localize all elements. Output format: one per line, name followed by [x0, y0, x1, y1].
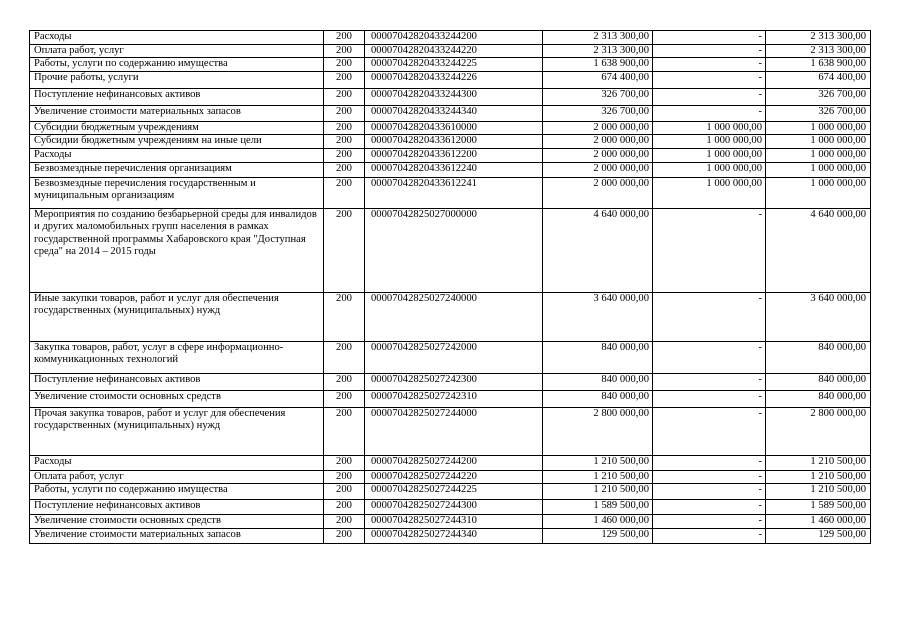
row-amount-cell: 2 800 000,00 [543, 407, 653, 455]
table-row [30, 528, 871, 543]
row-kbk-cell: 00007042825027240000 [365, 292, 543, 341]
row-code-cell: 200 [324, 121, 365, 135]
row-executed-cell: - [653, 407, 766, 455]
row-remainder-cell: 840 000,00 [766, 373, 871, 390]
row-name-cell: Прочая закупка товаров, работ и услуг для обеспечения государственных (муниципальных) нужд [30, 407, 324, 455]
table-row [30, 484, 871, 500]
row-amount-cell: 1 210 500,00 [543, 484, 653, 500]
table-row [30, 162, 871, 177]
row-name-cell: Увеличение стоимости основных средств [30, 515, 324, 529]
table-row [30, 515, 871, 529]
table-row [30, 105, 871, 121]
row-code-cell: 200 [324, 528, 365, 543]
table-row [30, 88, 871, 105]
row-name-cell: Расходы [30, 31, 324, 45]
row-executed-cell: - [653, 500, 766, 515]
row-code-cell: 200 [324, 390, 365, 407]
row-kbk-cell: 00007042820433244225 [365, 58, 543, 72]
row-code-cell: 200 [324, 407, 365, 455]
row-remainder-cell: 1 638 900,00 [766, 58, 871, 72]
row-remainder-cell: 840 000,00 [766, 390, 871, 407]
row-code-cell: 200 [324, 455, 365, 470]
table-row [30, 71, 871, 88]
row-code-cell: 200 [324, 484, 365, 500]
row-executed-cell: - [653, 515, 766, 529]
row-amount-cell: 2 000 000,00 [543, 135, 653, 149]
table-row [30, 390, 871, 407]
row-executed-cell: - [653, 58, 766, 72]
row-name-cell: Оплата работ, услуг [30, 44, 324, 58]
row-remainder-cell: 2 313 300,00 [766, 44, 871, 58]
table-row [30, 121, 871, 135]
row-remainder-cell: 2 800 000,00 [766, 407, 871, 455]
row-remainder-cell: 1 589 500,00 [766, 500, 871, 515]
row-name-cell: Работы, услуги по содержанию имущества [30, 58, 324, 72]
row-executed-cell: 1 000 000,00 [653, 121, 766, 135]
row-name-cell: Оплата работ, услуг [30, 470, 324, 484]
row-kbk-cell: 00007042825027244310 [365, 515, 543, 529]
row-code-cell: 200 [324, 135, 365, 149]
table-row [30, 407, 871, 455]
row-remainder-cell: 1 460 000,00 [766, 515, 871, 529]
table-row [30, 373, 871, 390]
row-kbk-cell: 00007042820433244300 [365, 88, 543, 105]
row-name-cell: Безвозмездные перечисления организациям [30, 162, 324, 177]
table-row [30, 455, 871, 470]
row-kbk-cell: 00007042825027242300 [365, 373, 543, 390]
row-code-cell: 200 [324, 31, 365, 45]
row-name-cell: Поступление нефинансовых активов [30, 88, 324, 105]
row-amount-cell: 1 589 500,00 [543, 500, 653, 515]
row-name-cell: Субсидии бюджетным учреждениям [30, 121, 324, 135]
row-amount-cell: 326 700,00 [543, 105, 653, 121]
budget-table-body [30, 31, 871, 544]
row-remainder-cell: 1 000 000,00 [766, 121, 871, 135]
row-executed-cell: - [653, 71, 766, 88]
row-name-cell: Увеличение стоимости материальных запасов [30, 528, 324, 543]
row-remainder-cell: 1 000 000,00 [766, 135, 871, 149]
row-name-cell: Поступление нефинансовых активов [30, 500, 324, 515]
row-amount-cell: 1 460 000,00 [543, 515, 653, 529]
row-code-cell: 200 [324, 515, 365, 529]
row-code-cell: 200 [324, 373, 365, 390]
row-executed-cell: 1 000 000,00 [653, 148, 766, 162]
row-kbk-cell: 00007042820433244226 [365, 71, 543, 88]
row-kbk-cell: 00007042825027244200 [365, 455, 543, 470]
row-kbk-cell: 00007042825027242000 [365, 341, 543, 373]
row-name-cell: Работы, услуги по содержанию имущества [30, 484, 324, 500]
row-executed-cell: - [653, 341, 766, 373]
row-code-cell: 200 [324, 500, 365, 515]
table-row [30, 31, 871, 45]
row-executed-cell: - [653, 88, 766, 105]
row-kbk-cell: 00007042825027000000 [365, 208, 543, 292]
row-code-cell: 200 [324, 71, 365, 88]
row-name-cell: Расходы [30, 148, 324, 162]
row-amount-cell: 840 000,00 [543, 390, 653, 407]
row-name-cell: Прочие работы, услуги [30, 71, 324, 88]
row-kbk-cell: 00007042820433612241 [365, 177, 543, 208]
table-row [30, 341, 871, 373]
row-executed-cell: - [653, 44, 766, 58]
table-row [30, 148, 871, 162]
row-amount-cell: 1 210 500,00 [543, 470, 653, 484]
row-code-cell: 200 [324, 341, 365, 373]
row-remainder-cell: 3 640 000,00 [766, 292, 871, 341]
row-name-cell: Поступление нефинансовых активов [30, 373, 324, 390]
row-remainder-cell: 1 210 500,00 [766, 470, 871, 484]
table-row [30, 135, 871, 149]
row-remainder-cell: 674 400,00 [766, 71, 871, 88]
row-amount-cell: 3 640 000,00 [543, 292, 653, 341]
row-name-cell: Субсидии бюджетным учреждениям на иные цели [30, 135, 324, 149]
row-name-cell: Безвозмездные перечисления государственным и муниципальным организациям [30, 177, 324, 208]
row-amount-cell: 2 000 000,00 [543, 148, 653, 162]
row-name-cell: Увеличение стоимости основных средств [30, 390, 324, 407]
row-kbk-cell: 00007042820433612200 [365, 148, 543, 162]
row-amount-cell: 1 210 500,00 [543, 455, 653, 470]
row-remainder-cell: 1 210 500,00 [766, 484, 871, 500]
row-code-cell: 200 [324, 58, 365, 72]
row-remainder-cell: 1 000 000,00 [766, 162, 871, 177]
row-code-cell: 200 [324, 88, 365, 105]
table-row [30, 58, 871, 72]
row-name-cell: Закупка товаров, работ, услуг в сфере информационно-коммуникационных технологий [30, 341, 324, 373]
row-kbk-cell: 00007042820433244200 [365, 31, 543, 45]
row-amount-cell: 2 000 000,00 [543, 162, 653, 177]
row-kbk-cell: 00007042820433244340 [365, 105, 543, 121]
row-remainder-cell: 326 700,00 [766, 105, 871, 121]
row-executed-cell: - [653, 484, 766, 500]
row-remainder-cell: 840 000,00 [766, 341, 871, 373]
row-amount-cell: 840 000,00 [543, 373, 653, 390]
row-executed-cell: 1 000 000,00 [653, 135, 766, 149]
row-kbk-cell: 00007042825027244340 [365, 528, 543, 543]
row-remainder-cell: 1 210 500,00 [766, 455, 871, 470]
table-row [30, 177, 871, 208]
row-executed-cell: - [653, 470, 766, 484]
row-amount-cell: 2 313 300,00 [543, 44, 653, 58]
row-kbk-cell: 00007042820433610000 [365, 121, 543, 135]
row-kbk-cell: 00007042825027242310 [365, 390, 543, 407]
row-remainder-cell: 1 000 000,00 [766, 177, 871, 208]
row-code-cell: 200 [324, 470, 365, 484]
row-kbk-cell: 00007042820433244220 [365, 44, 543, 58]
row-code-cell: 200 [324, 105, 365, 121]
row-executed-cell: 1 000 000,00 [653, 162, 766, 177]
row-executed-cell: - [653, 31, 766, 45]
table-row [30, 500, 871, 515]
row-name-cell: Увеличение стоимости материальных запасов [30, 105, 324, 121]
row-kbk-cell: 00007042825027244300 [365, 500, 543, 515]
row-amount-cell: 1 638 900,00 [543, 58, 653, 72]
row-executed-cell: - [653, 455, 766, 470]
row-name-cell: Расходы [30, 455, 324, 470]
row-executed-cell: - [653, 373, 766, 390]
row-remainder-cell: 129 500,00 [766, 528, 871, 543]
row-remainder-cell: 1 000 000,00 [766, 148, 871, 162]
row-remainder-cell: 2 313 300,00 [766, 31, 871, 45]
row-amount-cell: 2 000 000,00 [543, 121, 653, 135]
row-executed-cell: - [653, 390, 766, 407]
row-code-cell: 200 [324, 148, 365, 162]
row-code-cell: 200 [324, 162, 365, 177]
row-kbk-cell: 00007042825027244220 [365, 470, 543, 484]
row-amount-cell: 4 640 000,00 [543, 208, 653, 292]
row-executed-cell: - [653, 528, 766, 543]
row-amount-cell: 2 000 000,00 [543, 177, 653, 208]
row-name-cell: Иные закупки товаров, работ и услуг для обеспечения государственных (муниципальных) нужд [30, 292, 324, 341]
row-amount-cell: 326 700,00 [543, 88, 653, 105]
row-code-cell: 200 [324, 208, 365, 292]
row-amount-cell: 129 500,00 [543, 528, 653, 543]
row-executed-cell: - [653, 292, 766, 341]
row-executed-cell: 1 000 000,00 [653, 177, 766, 208]
row-amount-cell: 2 313 300,00 [543, 31, 653, 45]
table-row [30, 44, 871, 58]
row-code-cell: 200 [324, 292, 365, 341]
table-row [30, 292, 871, 341]
row-kbk-cell: 00007042820433612000 [365, 135, 543, 149]
row-executed-cell: - [653, 105, 766, 121]
row-executed-cell: - [653, 208, 766, 292]
row-kbk-cell: 00007042825027244000 [365, 407, 543, 455]
table-row [30, 470, 871, 484]
row-remainder-cell: 4 640 000,00 [766, 208, 871, 292]
row-kbk-cell: 00007042825027244225 [365, 484, 543, 500]
budget-table [29, 30, 871, 544]
row-kbk-cell: 00007042820433612240 [365, 162, 543, 177]
row-code-cell: 200 [324, 44, 365, 58]
row-amount-cell: 674 400,00 [543, 71, 653, 88]
table-row [30, 208, 871, 292]
row-code-cell: 200 [324, 177, 365, 208]
row-amount-cell: 840 000,00 [543, 341, 653, 373]
row-name-cell: Мероприятия по созданию безбарьерной среды для инвалидов и других маломобильных групп населения в рамках государственной программы Хабаровского края "Доступная среда" на 2014 – 2015 годы [30, 208, 324, 292]
row-remainder-cell: 326 700,00 [766, 88, 871, 105]
